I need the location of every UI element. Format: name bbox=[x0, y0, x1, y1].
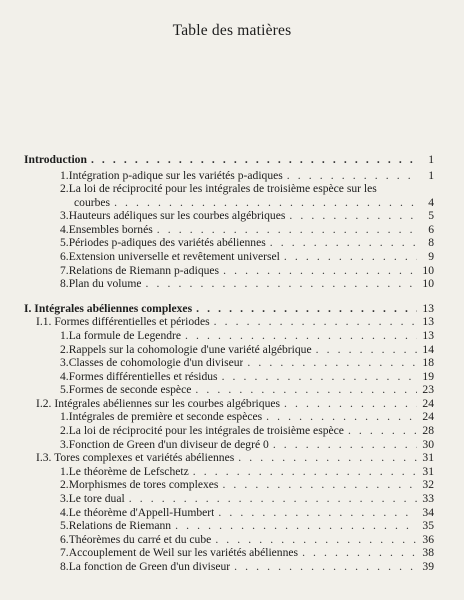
toc-entry bbox=[24, 397, 434, 411]
toc-entry bbox=[24, 465, 434, 479]
dot-leader bbox=[185, 329, 417, 343]
toc-entry-page-number: 1 bbox=[428, 153, 434, 166]
toc-entry-page-number: 14 bbox=[422, 342, 434, 356]
dot-leader bbox=[129, 492, 417, 506]
toc-entry-title: Fonction de Green d'un diviseur de degré 0 bbox=[68, 437, 269, 451]
toc-entry-page-number: 36 bbox=[422, 532, 434, 546]
dot-leader bbox=[222, 478, 417, 492]
table-of-contents bbox=[24, 142, 434, 574]
toc-entry bbox=[24, 506, 434, 520]
dot-leader bbox=[215, 533, 417, 547]
toc-entry bbox=[24, 250, 434, 264]
toc-entry-title: Accouplement de Weil sur les variétés abéliennes bbox=[68, 546, 299, 560]
toc-entry-number: 5. bbox=[60, 383, 69, 397]
toc-entry-page-number: 5 bbox=[428, 209, 434, 223]
toc-entry bbox=[24, 451, 434, 465]
toc-entry-number: 2. bbox=[60, 342, 69, 356]
toc-entry-title: Formes différentielles et résidus bbox=[68, 369, 218, 383]
toc-entry-page-number: 4 bbox=[428, 195, 434, 209]
toc-entry-page-number: 19 bbox=[422, 369, 434, 383]
dot-leader bbox=[193, 465, 417, 479]
toc-entry-title: Introduction bbox=[24, 153, 87, 166]
toc-entry-title: Théorèmes du carré et du cube bbox=[68, 532, 212, 546]
toc-entry bbox=[24, 264, 434, 278]
toc-entry-page-number: 31 bbox=[422, 464, 434, 478]
toc-entry-page-number: 39 bbox=[422, 560, 434, 574]
toc-entry bbox=[24, 438, 434, 452]
toc-entry bbox=[24, 329, 434, 343]
toc-entry bbox=[24, 315, 434, 329]
dot-leader bbox=[196, 302, 417, 316]
toc-entry-title: La fonction de Green d'un diviseur bbox=[68, 560, 231, 574]
toc-entry-page-number: 13 bbox=[422, 328, 434, 342]
toc-entry-page-number: 35 bbox=[422, 519, 434, 533]
toc-entry-title: Ensembles bornés bbox=[68, 222, 153, 236]
dot-leader bbox=[273, 438, 417, 452]
toc-entry-number: 6. bbox=[60, 532, 69, 546]
dot-leader bbox=[287, 169, 417, 183]
toc-entry-number: 6. bbox=[60, 249, 69, 263]
toc-entry bbox=[24, 478, 434, 492]
dot-leader bbox=[284, 397, 417, 411]
dot-leader bbox=[270, 236, 417, 250]
toc-entry-page-number: 10 bbox=[422, 277, 434, 291]
toc-entry-title: Plan du volume bbox=[68, 277, 142, 291]
dot-leader bbox=[175, 519, 417, 533]
toc-entry bbox=[24, 519, 434, 533]
dot-leader bbox=[145, 277, 417, 291]
toc-entry-title: La formule de Legendre bbox=[68, 328, 182, 342]
toc-entry bbox=[24, 343, 434, 357]
toc-entry bbox=[24, 546, 434, 560]
toc-entry-title: Classes de cohomologie d'un diviseur bbox=[68, 356, 244, 370]
toc-entry-number: 7. bbox=[60, 546, 69, 560]
toc-entry bbox=[24, 209, 434, 223]
dot-leader bbox=[222, 370, 417, 384]
toc-entry bbox=[24, 356, 434, 370]
toc-entry-title: La loi de réciprocité pour les intégrales de troisième espèce sur les bbox=[68, 182, 377, 196]
toc-entry-page-number: 32 bbox=[422, 478, 434, 492]
toc-entry-title: courbes bbox=[74, 195, 111, 209]
toc-entry bbox=[24, 236, 434, 250]
toc-entry-page-number: 38 bbox=[422, 546, 434, 560]
toc-entry-number: 3. bbox=[60, 209, 69, 223]
dot-leader bbox=[316, 343, 417, 357]
toc-entry-number: 2. bbox=[60, 424, 69, 438]
toc-entry-number: 3. bbox=[60, 492, 69, 506]
toc-entry-number: 1. bbox=[60, 410, 69, 424]
toc-entry-title: Intégration p-adique sur les variétés p-adiques bbox=[68, 168, 283, 182]
dot-leader bbox=[218, 506, 417, 520]
toc-entry-number: 8. bbox=[60, 560, 69, 574]
toc-entry-number: 3. bbox=[60, 437, 69, 451]
toc-entry-page-number: 13 bbox=[422, 315, 434, 329]
toc-entry-page-number: 34 bbox=[422, 505, 434, 519]
toc-entry-page-number: 23 bbox=[422, 383, 434, 397]
toc-entry bbox=[24, 302, 434, 316]
toc-entry-title: Le tore dual bbox=[68, 492, 125, 506]
dot-leader bbox=[114, 196, 417, 210]
toc-entry-page-number: 13 bbox=[422, 301, 434, 315]
toc-entry-title: Périodes p-adiques des variétés abéliennes bbox=[68, 236, 266, 250]
toc-entry-number: 4. bbox=[60, 505, 69, 519]
toc-entry-title: I.3. Tores complexes et variétés abéliennes bbox=[36, 451, 235, 465]
toc-entry-page-number: 28 bbox=[422, 424, 434, 438]
toc-entry bbox=[24, 169, 434, 183]
dot-leader bbox=[302, 546, 417, 560]
toc-entry-title: Le théorème d'Appell-Humbert bbox=[68, 505, 215, 519]
toc-entry bbox=[24, 424, 434, 438]
toc-entry-page-number: 18 bbox=[422, 356, 434, 370]
toc-entry-number: 7. bbox=[60, 263, 69, 277]
toc-entry-number: 4. bbox=[60, 369, 69, 383]
toc-entry-title: I.1. Formes différentielles et périodes bbox=[36, 315, 210, 329]
toc-entry-title: Extension universelle et revêtement universel bbox=[68, 249, 280, 263]
dot-leader bbox=[91, 153, 417, 167]
toc-entry-title: Le théorème de Lefschetz bbox=[68, 464, 189, 478]
dot-leader bbox=[266, 410, 417, 424]
toc-entry-page-number: 33 bbox=[422, 492, 434, 506]
toc-entry bbox=[24, 383, 434, 397]
dot-leader bbox=[247, 356, 417, 370]
dot-leader bbox=[284, 250, 417, 264]
toc-entry-number: 1. bbox=[60, 328, 69, 342]
toc-entry-number: 1. bbox=[60, 464, 69, 478]
toc-entry-page-number: 8 bbox=[428, 236, 434, 250]
toc-entry-title: Rappels sur la cohomologie d'une variété algébrique bbox=[68, 342, 312, 356]
toc-entry bbox=[24, 560, 434, 574]
toc-entry-page-number: 30 bbox=[422, 437, 434, 451]
toc-entry bbox=[24, 533, 434, 547]
toc-entry-number: 2. bbox=[60, 478, 69, 492]
toc-entry-number: 1. bbox=[60, 168, 69, 182]
toc-entry bbox=[24, 153, 434, 167]
toc-entry-page-number: 24 bbox=[422, 410, 434, 424]
toc-entry-title: Relations de Riemann bbox=[68, 519, 172, 533]
page-title: Table des matières bbox=[172, 22, 292, 39]
dot-leader bbox=[234, 560, 417, 574]
toc-entry-page-number: 10 bbox=[422, 263, 434, 277]
dot-leader bbox=[195, 383, 417, 397]
toc-entry-number: 2. bbox=[60, 182, 69, 196]
toc-entry-title: La loi de réciprocité pour les intégrales de troisième espèce bbox=[68, 424, 344, 438]
toc-entry-number: 8. bbox=[60, 277, 69, 291]
toc-entry-number: 5. bbox=[60, 236, 69, 250]
toc-entry bbox=[24, 277, 434, 291]
toc-entry-number: 5. bbox=[60, 519, 69, 533]
toc-entry-page-number: 31 bbox=[422, 451, 434, 465]
dot-leader bbox=[214, 315, 417, 329]
toc-entry-title: Intégrales de première et seconde espèces bbox=[68, 410, 263, 424]
toc-entry-title: I. Intégrales abéliennes complexes bbox=[24, 301, 193, 315]
toc-entry bbox=[24, 223, 434, 237]
toc-entry bbox=[24, 182, 434, 195]
dot-leader bbox=[238, 451, 417, 465]
toc-entry-title: Formes de seconde espèce bbox=[68, 383, 192, 397]
dot-leader bbox=[223, 264, 417, 278]
toc-entry-title: Morphismes de tores complexes bbox=[68, 478, 219, 492]
toc-entry-page-number: 9 bbox=[428, 249, 434, 263]
toc-entry-page-number: 6 bbox=[428, 222, 434, 236]
toc-entry bbox=[24, 370, 434, 384]
dot-leader bbox=[157, 223, 417, 237]
toc-entry-title: I.2. Intégrales abéliennes sur les courbes algébriques bbox=[36, 396, 281, 410]
toc-entry-page-number: 1 bbox=[428, 168, 434, 182]
dot-leader bbox=[348, 424, 417, 438]
dot-leader bbox=[289, 209, 417, 223]
toc-entry bbox=[24, 410, 434, 424]
toc-entry-page-number: 24 bbox=[422, 396, 434, 410]
toc-entry-number: 4. bbox=[60, 222, 69, 236]
toc-entry-title: Relations de Riemann p-adiques bbox=[68, 263, 220, 277]
toc-entry-number: 3. bbox=[60, 356, 69, 370]
toc-entry-title: Hauteurs adéliques sur les courbes algébriques bbox=[68, 209, 286, 223]
toc-entry-continuation bbox=[24, 196, 434, 210]
toc-entry bbox=[24, 492, 434, 506]
